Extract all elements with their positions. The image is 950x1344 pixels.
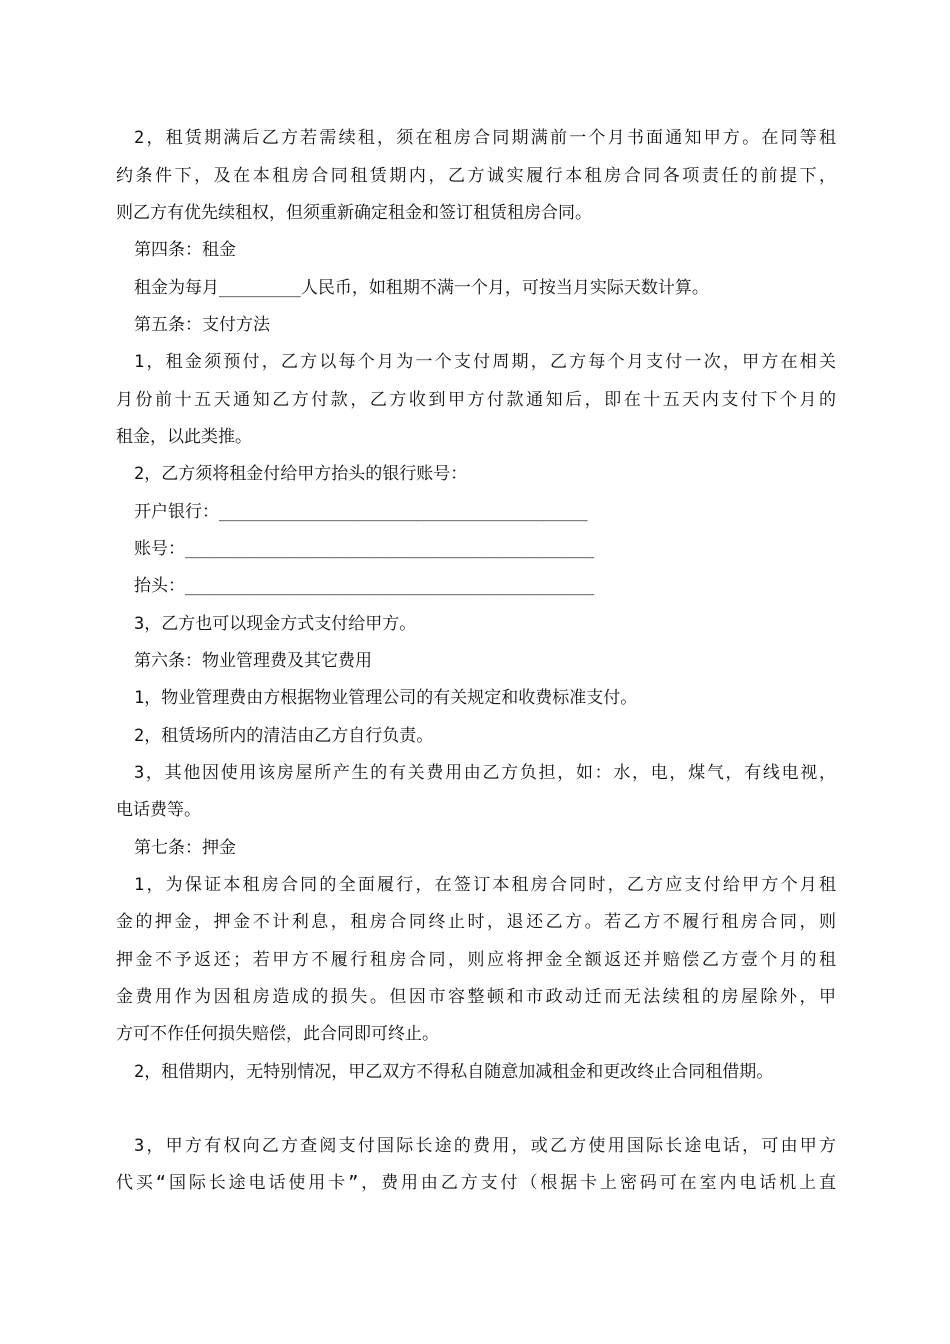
clause-3-item-2-line-2: 约条件下，及在本租房合同租赁期内，乙方诚实履行本租房合同各项责任的前提下， <box>116 166 836 186</box>
clause-5-item-2: 2，乙方须将租金付给甲方抬头的银行账号： <box>134 464 468 484</box>
clause-4-heading: 第四条：租金 <box>134 240 236 260</box>
clause-5-item-3: 3，乙方也可以现金方式支付给甲方。 <box>134 614 417 634</box>
clause-5-heading: 第五条：支付方法 <box>134 315 270 335</box>
clause-3-item-2-line-3: 则乙方有优先续租权，但须重新确定租金和签订租赁租房合同。 <box>116 203 592 223</box>
account-number-field: 账号：________________________________________ <box>134 539 595 559</box>
clause-7-item-1-line-1: 1，为保证本租房合同的全面履行，在签订本租房合同时，乙方应支付给甲方个月租 <box>134 875 836 895</box>
clause-7-heading: 第七条：押金 <box>134 838 236 858</box>
clause-6-item-3-line-1: 3，其他因使用该房屋所产生的有关费用由乙方负担，如：水，电，煤气，有线电视， <box>134 763 836 783</box>
bank-name-field: 开户银行：____________________________________ <box>134 502 588 522</box>
clause-7-item-3-line-1: 3，甲方有权向乙方查阅支付国际长途的费用，或乙方使用国际长途电话，可由甲方 <box>134 1136 836 1156</box>
clause-7-item-1-line-2: 金的押金，押金不计利息，租房合同终止时，退还乙方。若乙方不履行租房合同，则 <box>116 912 836 932</box>
clause-7-item-1-line-4: 金费用作为因租房造成的损失。但因市容整顿和市政动迁而无法续租的房屋除外，甲 <box>116 987 836 1007</box>
account-holder-field: 抬头：________________________________________ <box>134 576 595 596</box>
clause-6-heading: 第六条：物业管理费及其它费用 <box>134 651 372 671</box>
clause-7-item-2: 2，租借期内，无特别情况，甲乙双方不得私自随意加减租金和更改终止合同租借期。 <box>134 1062 774 1082</box>
clause-5-item-1-line-3: 租金，以此类推。 <box>116 427 252 447</box>
clause-5-item-1-line-2: 月份前十五天通知乙方付款，乙方收到甲方付款通知后，即在十五天内支付下个月的 <box>116 390 836 410</box>
clause-6-item-3-line-2: 电话费等。 <box>116 800 201 820</box>
clause-7-item-1-line-5: 方可不作任何损失赔偿，此合同即可终止。 <box>116 1024 439 1044</box>
clause-7-item-1-line-3: 押金不予返还；若甲方不履行租房合同，则应将押金全额返还并赔偿乙方壹个月的租 <box>116 950 836 970</box>
clause-7-item-3-line-2: 代买“国际长途电话使用卡”，费用由乙方支付（根据卡上密码可在室内电话机上直 <box>116 1173 836 1193</box>
clause-3-item-2-line-1: 2，租赁期满后乙方若需续租，须在租房合同期满前一个月书面通知甲方。在同等租 <box>134 128 836 148</box>
rent-amount-line: 租金为每月________人民币，如租期不满一个月，可按当月实际天数计算。 <box>134 278 709 298</box>
clause-6-item-2: 2，租赁场所内的清洁由乙方自行负责。 <box>134 726 434 746</box>
clause-5-item-1-line-1: 1，租金须预付，乙方以每个月为一个支付周期，乙方每个月支付一次，甲方在相关 <box>134 352 836 372</box>
clause-6-item-1: 1，物业管理费由方根据物业管理公司的有关规定和收费标准支付。 <box>134 688 638 708</box>
